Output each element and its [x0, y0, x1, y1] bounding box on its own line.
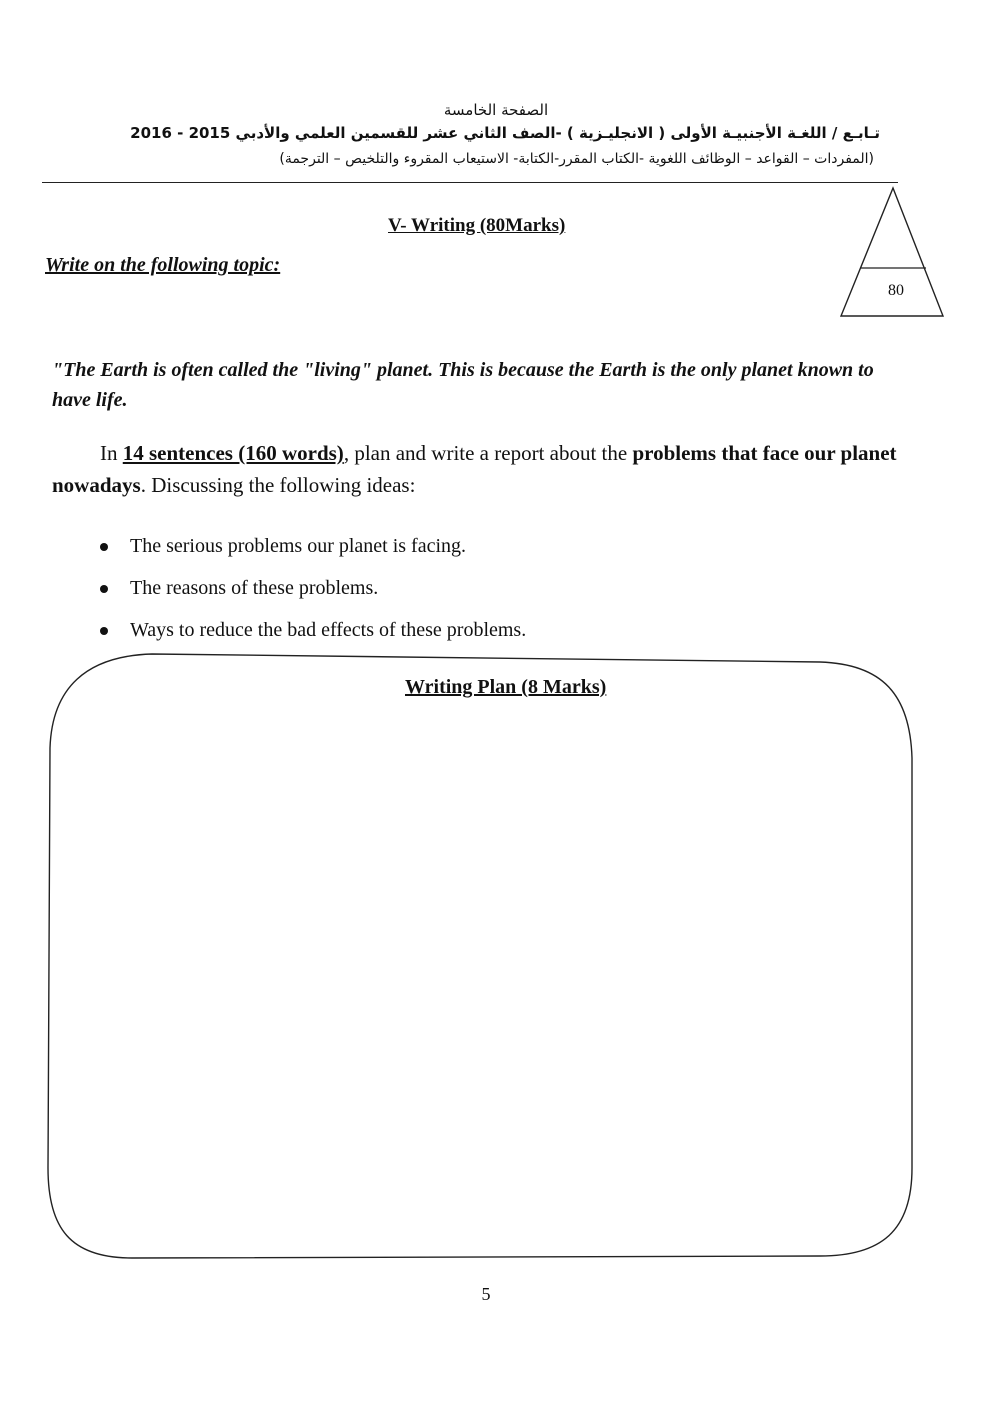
bullet-icon [100, 627, 108, 635]
instruction-tail: . Discussing the following ideas: [140, 473, 416, 497]
idea-text: Ways to reduce the bad effects of these problems. [130, 619, 527, 641]
task-instruction [52, 437, 902, 501]
page-number: 5 [481, 1284, 491, 1304]
header-divider [42, 182, 898, 183]
page-label: الصفحة الخامسة [443, 101, 549, 119]
bullet-icon [100, 543, 108, 551]
idea-text: The reasons of these problems. [130, 577, 379, 599]
report-topic: problems that face our planet nowadays [52, 441, 897, 497]
bullet-icon [100, 585, 108, 593]
list-item [100, 572, 860, 614]
topic-quote: "The Earth is often called the "living" planet. This is because the Earth is the only planet known to have life. [52, 359, 874, 411]
writing-plan-box [40, 648, 920, 1268]
idea-text: The serious problems our planet is facing. [130, 535, 467, 557]
task-label: Write on the following topic: [45, 254, 281, 276]
instruction-middle: , plan and write a report about the [343, 441, 628, 465]
writing-plan-title: Writing Plan (8 Marks) [405, 676, 607, 698]
exam-subject-line: تـابـع / اللغـة الأجنبيـة الأولى ( الانجليـزية ) -الصف الثاني عشر للقسمين العلمي والأدبي 2015 - 2016 [130, 124, 880, 142]
sentence-count: 14 sentences (160 words) [122, 441, 344, 465]
instruction-lead: In [100, 441, 118, 465]
section-title: V- Writing (80Marks) [388, 215, 566, 236]
exam-topics-line: (المفردات – القواعد – الوظائف اللغوية -الكتاب المقرر-الكتابة- الاستيعاب المقروء والتلخيص – الترجمة) [279, 151, 874, 167]
list-item [100, 530, 860, 572]
ideas-list [100, 530, 860, 656]
marks-value: 80 [888, 282, 904, 299]
